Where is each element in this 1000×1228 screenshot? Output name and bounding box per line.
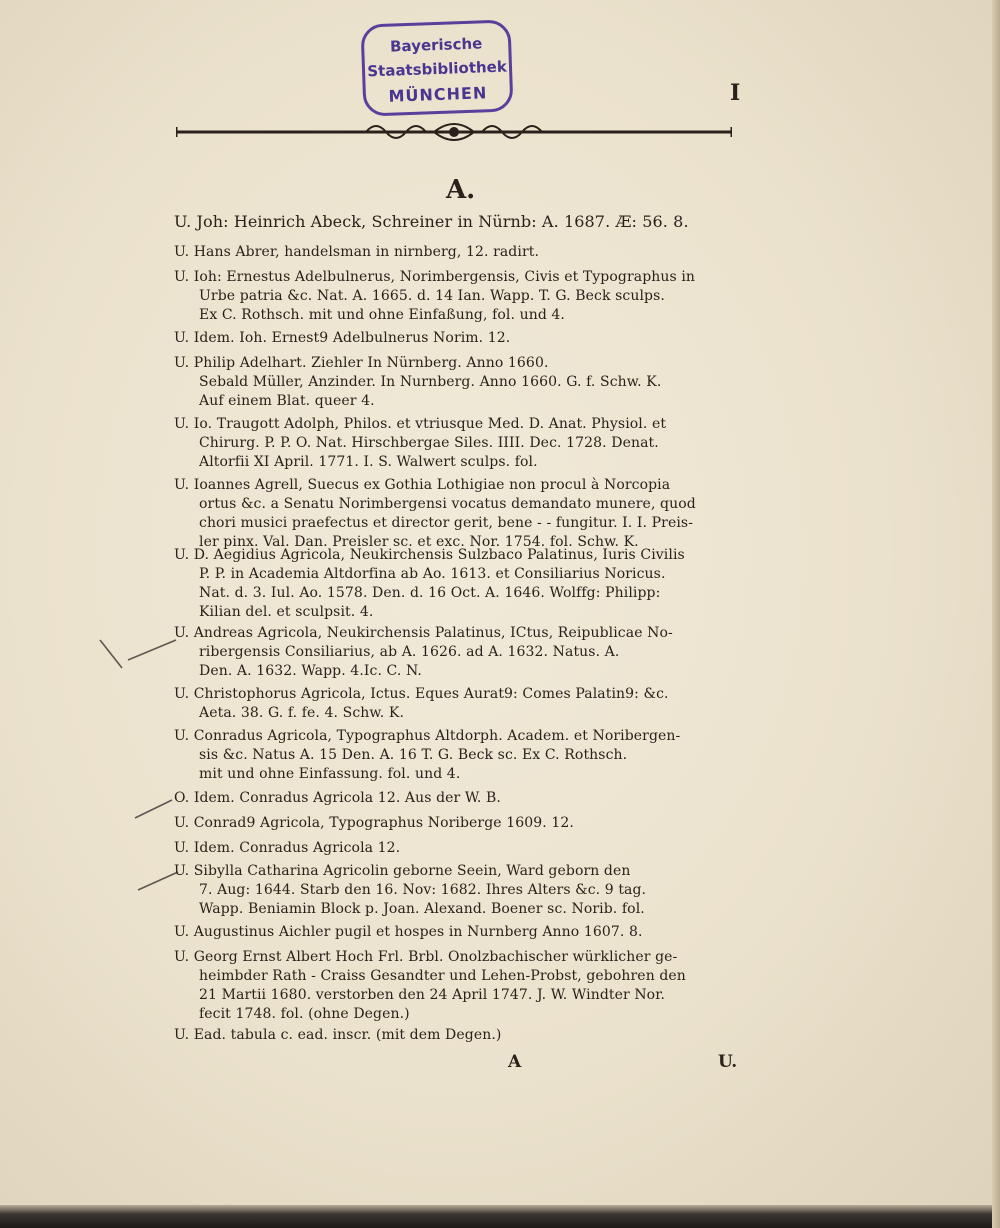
page-number: I — [730, 80, 741, 106]
catalog-entry — [174, 685, 754, 723]
catalog-entry — [174, 243, 754, 262]
entry-line: Wapp. Beniamin Block p. Joan. Alexand. Boener sc. Norib. fol. — [199, 901, 645, 917]
entry-line: U. Idem. Conradus Agricola 12. — [174, 840, 401, 856]
stamp-line-3: MÜNCHEN — [388, 83, 488, 106]
catchword: U. — [718, 1052, 738, 1072]
entry-line: Ex C. Rothsch. mit und ohne Einfaßung, fol. und 4. — [199, 307, 565, 323]
entry-line: Auf einem Blat. queer 4. — [199, 393, 375, 409]
entry-line: U. Idem. Ioh. Ernest9 Adelbulnerus Norim. 12. — [174, 330, 511, 346]
catalog-entry — [174, 546, 754, 622]
entry-line: U. Georg Ernst Albert Hoch Frl. Brbl. Onolzbachischer würklicher ge- — [174, 949, 678, 965]
entry-line: U. Philip Adelhart. Ziehler In Nürnberg. Anno 1660. — [174, 355, 549, 371]
catalog-entry — [174, 814, 754, 833]
entry-line: Sebald Müller, Anzinder. In Nurnberg. Anno 1660. G. f. Schw. K. — [199, 374, 662, 390]
entry-line: mit und ohne Einfassung. fol. und 4. — [199, 766, 461, 782]
catalog-entry — [174, 624, 754, 681]
signature-mark: A — [508, 1052, 522, 1072]
entry-line: U. Ead. tabula c. ead. inscr. (mit dem Degen.) — [174, 1027, 502, 1043]
catalog-entry — [174, 354, 754, 411]
catalog-entry — [174, 948, 754, 1024]
entry-line: Aeta. 38. G. f. fe. 4. Schw. K. — [199, 705, 405, 721]
entry-line: Nat. d. 3. Iul. Ao. 1578. Den. d. 16 Oct. A. 1646. Wolffg: Philipp: — [199, 585, 661, 601]
entry-line: ortus &c. a Senatu Norimbergensi vocatus demandato munere, quod — [199, 496, 696, 512]
entry-line: Urbe patria &c. Nat. A. 1665. d. 14 Ian. Wapp. T. G. Beck sculps. — [199, 288, 665, 304]
entry-line: 21 Martii 1680. verstorben den 24 April 1747. J. W. Windter Nor. — [199, 987, 666, 1003]
entry-line: chori musici praefectus et director gerit, bene - - fungitur. I. I. Preis- — [199, 515, 694, 531]
entry-line: fecit 1748. fol. (ohne Degen.) — [199, 1006, 410, 1022]
entry-line: U. Andreas Agricola, Neukirchensis Palatinus, ICtus, Reipublicae No- — [174, 625, 673, 641]
entry-line: O. Idem. Conradus Agricola 12. Aus der W. B. — [174, 790, 501, 806]
entry-line: U. Ioh: Ernestus Adelbulnerus, Norimbergensis, Civis et Typographus in — [174, 269, 696, 285]
catalog-entry — [174, 839, 754, 858]
catalog-entry — [174, 329, 754, 348]
entry-line: U. Conrad9 Agricola, Typographus Noriberge 1609. 12. — [174, 815, 574, 831]
entry-line: heimbder Rath - Craiss Gesandter und Lehen-Probst, gebohren den — [199, 968, 686, 984]
entry-line: U. Ioannes Agrell, Suecus ex Gothia Lothigiae non procul à Norcopia — [174, 477, 671, 493]
catalog-entry — [174, 268, 754, 325]
section-heading: A. — [446, 175, 476, 205]
entry-line: Kilian del. et sculpsit. 4. — [199, 604, 374, 620]
entry-line: U. Io. Traugott Adolph, Philos. et vtriusque Med. D. Anat. Physiol. et — [174, 416, 667, 432]
library-stamp — [360, 19, 513, 116]
entry-line: U. Sibylla Catharina Agricolin geborne Seein, Ward geborn den — [174, 863, 631, 879]
entry-line: ler pinx. Val. Dan. Preisler sc. et exc. Nor. 1754. fol. Schw. K. — [199, 534, 639, 550]
entry-line: Den. A. 1632. Wapp. 4.Ic. C. N. — [199, 663, 422, 679]
catalog-entry — [174, 862, 754, 919]
ornamental-rule-icon — [176, 121, 732, 143]
entry-line: 7. Aug: 1644. Starb den 16. Nov: 1682. Ihres Alters &c. 9 tag. — [199, 882, 647, 898]
catalog-entry — [174, 211, 754, 233]
stamp-line-2: Staatsbibliothek — [366, 57, 508, 81]
catalog-entry — [174, 923, 754, 942]
stamp-line-1: Bayerische — [389, 34, 483, 56]
entry-line: U. Joh: Heinrich Abeck, Schreiner in Nürnb: A. 1687. Æ: 56. 8. — [174, 212, 689, 231]
entry-line: Chirurg. P. P. O. Nat. Hirschbergae Siles. IIII. Dec. 1728. Denat. — [199, 435, 659, 451]
entry-line: Altorfii XI April. 1771. I. S. Walwert sculps. fol. — [199, 454, 538, 470]
catalog-entry — [174, 415, 754, 472]
entry-line: U. Christophorus Agricola, Ictus. Eques Aurat9: Comes Palatin9: &c. — [174, 686, 669, 702]
catalog-entry — [174, 789, 754, 808]
entry-line: U. Hans Abrer, handelsman in nirnberg, 12. radirt. — [174, 244, 540, 260]
catalog-entry — [174, 476, 754, 552]
page-bottom-edge — [0, 1205, 1000, 1228]
catalog-entry — [174, 1026, 754, 1045]
entry-line: U. Conradus Agricola, Typographus Altdorph. Academ. et Noribergen- — [174, 728, 681, 744]
entry-line: U. D. Aegidius Agricola, Neukirchensis Sulzbaco Palatinus, Iuris Civilis — [174, 547, 685, 563]
entry-line: U. Augustinus Aichler pugil et hospes in Nurnberg Anno 1607. 8. — [174, 924, 643, 940]
entry-line: ribergensis Consiliarius, ab A. 1626. ad A. 1632. Natus. A. — [199, 644, 620, 660]
catalog-entry — [174, 727, 754, 784]
entry-line: P. P. in Academia Altdorfina ab Ao. 1613. et Consiliarius Noricus. — [199, 566, 666, 582]
entry-line: sis &c. Natus A. 15 Den. A. 16 T. G. Beck sc. Ex C. Rothsch. — [199, 747, 628, 763]
